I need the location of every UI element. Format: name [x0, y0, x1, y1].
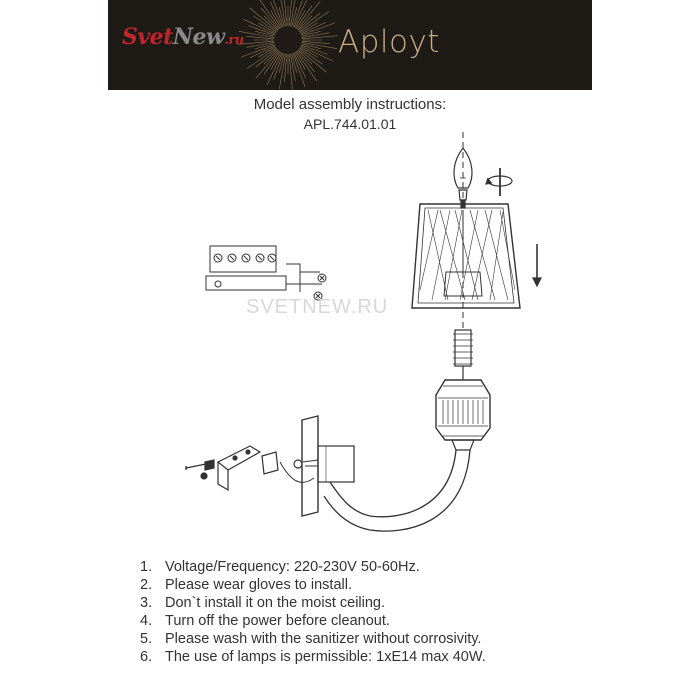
instruction-text: Turn off the power before cleanout. — [165, 613, 390, 629]
lamp-cage-icon — [436, 380, 490, 450]
logo-main: Svet — [122, 24, 173, 50]
instruction-number: 6. — [140, 649, 153, 665]
instructions-list — [140, 558, 486, 666]
instruction-text: Please wash with the sanitizer without corrosivity. — [165, 631, 482, 647]
instruction-item — [140, 558, 486, 576]
model-number: APL.744.01.01 — [303, 116, 397, 132]
watermark-text: SVETNEW.RU — [246, 296, 389, 318]
brand-name: Aployt — [338, 24, 440, 60]
logo-mid: New — [172, 24, 225, 50]
instruction-item — [140, 576, 486, 594]
instruction-number: 5. — [140, 631, 153, 647]
instruction-item — [140, 630, 486, 648]
mounting-bracket-icon — [186, 446, 318, 490]
lamp-shade-icon — [412, 204, 520, 308]
down-arrow-icon — [533, 244, 541, 286]
instruction-item — [140, 612, 486, 630]
instruction-text: The use of lamps is permissible: 1xE14 max 40W. — [165, 649, 486, 665]
instruction-number: 3. — [140, 595, 153, 611]
instruction-text: Don`t install it on the moist ceiling. — [165, 595, 386, 611]
instruction-number: 2. — [140, 577, 153, 593]
instruction-text: Please wear gloves to install. — [165, 577, 352, 593]
instruction-item — [140, 648, 486, 666]
wiring-terminal-icon — [206, 246, 326, 300]
curved-arm-icon — [324, 450, 470, 531]
instruction-text: Voltage/Frequency: 220-230V 50-60Hz. — [165, 559, 420, 575]
page-title: Model assembly instructions: — [253, 96, 447, 113]
threaded-socket-icon — [453, 330, 473, 380]
instruction-number: 4. — [140, 613, 153, 629]
rotate-arrow-icon — [486, 168, 512, 196]
instruction-item — [140, 594, 486, 612]
logo-suffix: .ru — [224, 33, 244, 48]
instruction-number: 1. — [140, 559, 153, 575]
